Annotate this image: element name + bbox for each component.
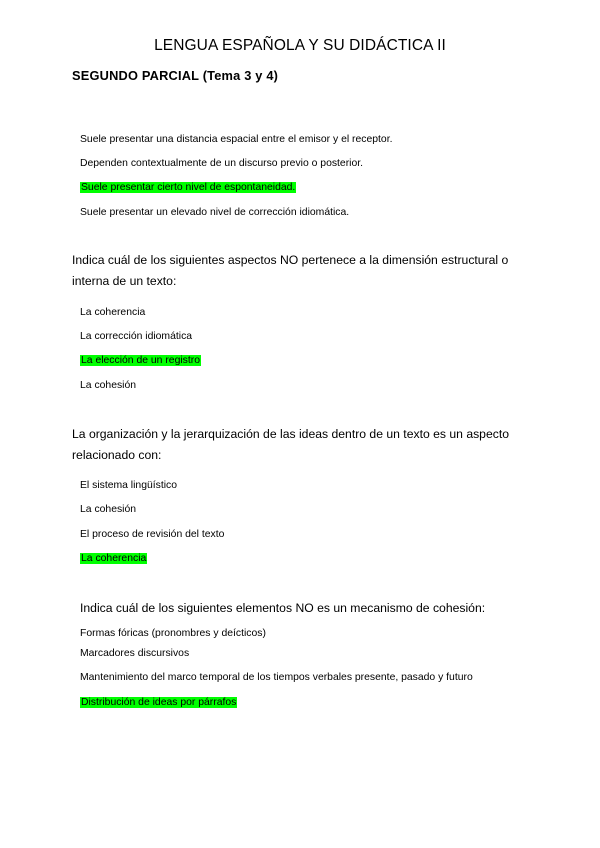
q3-option-3: El proceso de revisión del texto xyxy=(80,529,225,540)
document-title: LENGUA ESPAÑOLA Y SU DIDÁCTICA II xyxy=(154,37,446,54)
highlighted-answer: La elección de un registro xyxy=(81,355,200,366)
highlighted-answer: La coherencia xyxy=(81,553,147,564)
q4-option-4-correct xyxy=(80,696,237,709)
q3-option-1: El sistema lingüístico xyxy=(80,480,178,491)
q2-option-4: La cohesión xyxy=(80,380,137,391)
q2-option-1: La coherencia xyxy=(80,307,146,318)
q2-option-2: La corrección idiomática xyxy=(80,331,193,342)
q3-option-4-correct xyxy=(80,552,147,565)
document-subtitle: SEGUNDO PARCIAL (Tema 3 y 4) xyxy=(72,68,279,83)
highlighted-answer: Distribución de ideas por párrafos xyxy=(81,697,237,708)
q4-option-2: Marcadores discursivos xyxy=(80,648,190,659)
q3-prompt: La organización y la jerarquización de las ideas dentro de un texto es un aspecto relacionado con: xyxy=(72,427,510,462)
q1-option-2: Dependen contextualmente de un discurso previo o posterior. xyxy=(80,158,364,169)
q4-prompt: Indica cuál de los siguientes elementos NO es un mecanismo de cohesión: xyxy=(80,601,486,615)
q1-option-4: Suele presentar un elevado nivel de corrección idiomática. xyxy=(80,207,350,218)
q4-option-3: Mantenimiento del marco temporal de los tiempos verbales presente, pasado y futuro xyxy=(80,672,473,683)
q1-option-3-correct xyxy=(80,181,296,194)
q2-prompt: Indica cuál de los siguientes aspectos NO pertenece a la dimensión estructural o interna de un texto: xyxy=(72,253,509,288)
highlighted-answer: Suele presentar cierto nivel de espontaneidad. xyxy=(81,182,296,193)
q2-option-3-correct xyxy=(80,354,201,367)
q4-option-1: Formas fóricas (pronombres y deícticos) xyxy=(80,628,266,639)
q1-option-1: Suele presentar una distancia espacial entre el emisor y el receptor. xyxy=(80,134,393,145)
q3-option-2: La cohesión xyxy=(80,504,137,515)
